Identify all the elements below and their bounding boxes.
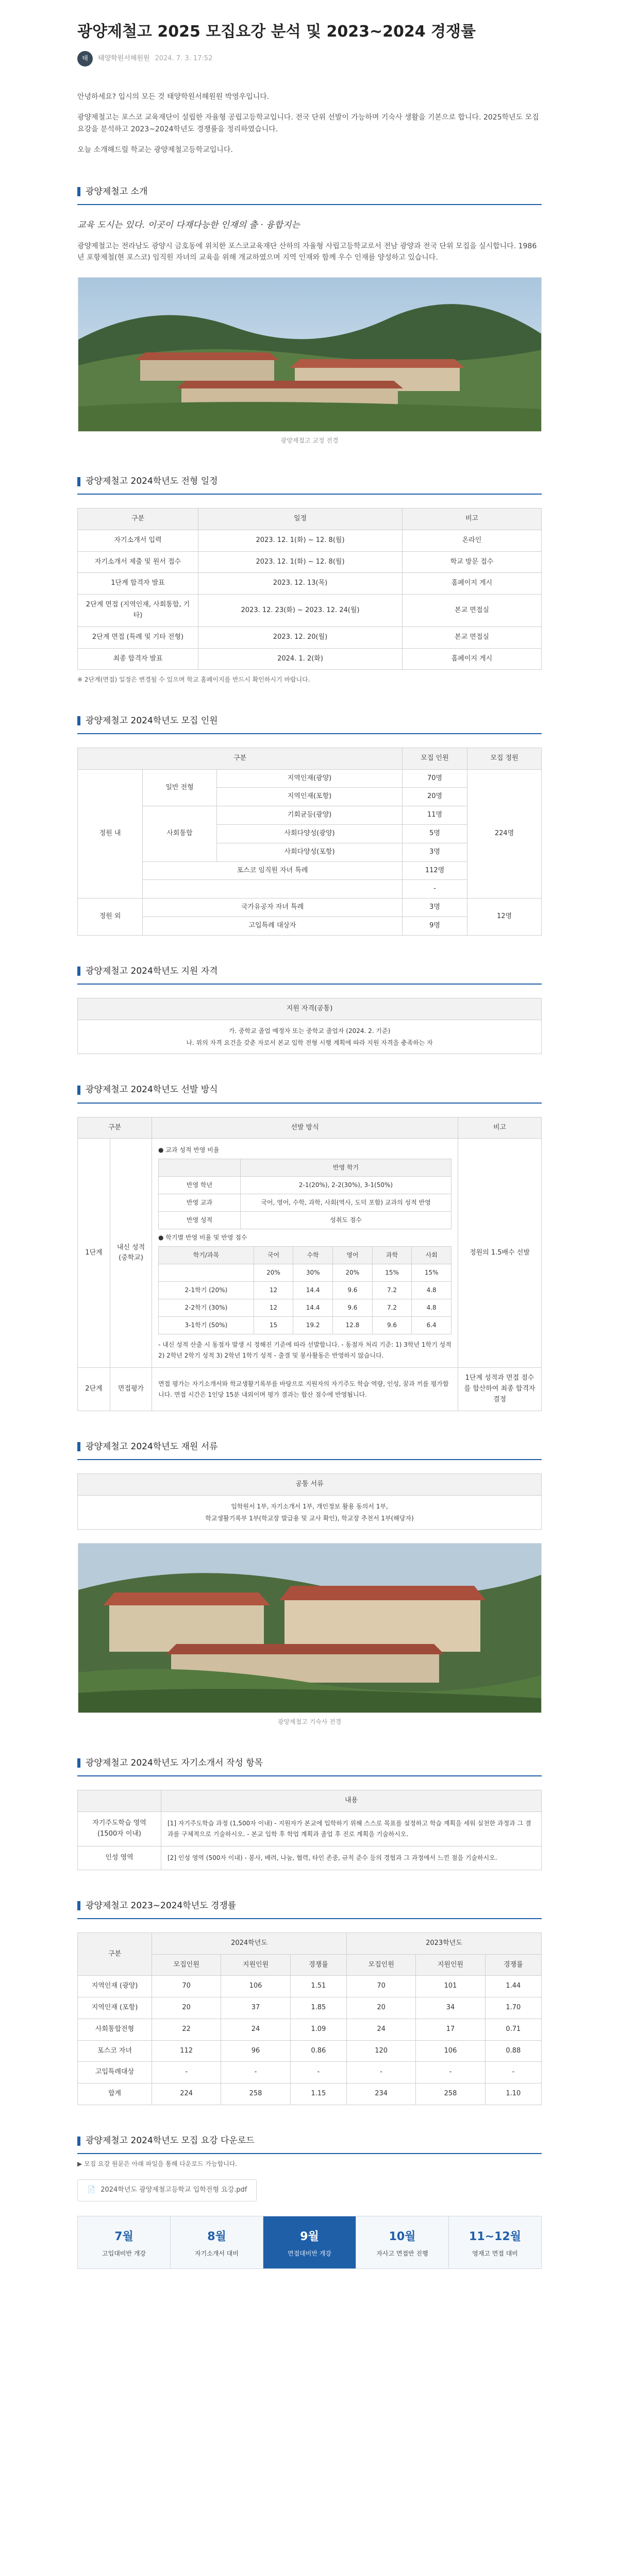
table-cell: - [346, 2062, 415, 2083]
calendar-text: 자기소개서 대비 [195, 2250, 239, 2258]
section-bar [77, 1901, 80, 1910]
table-header: 모집인원 [346, 1954, 415, 1976]
table-header: 구분 [78, 509, 198, 530]
table-cell: 사회통합전형 [78, 2019, 152, 2040]
table-cell: 사회다양성(광양) [217, 825, 403, 843]
table-cell: 7.2 [372, 1299, 412, 1317]
table-row [78, 1495, 542, 1530]
table-header: 경쟁률 [485, 1954, 541, 1976]
table-cell: 0.86 [290, 2040, 346, 2062]
table-cell: 2-1(20%), 2-2(30%), 3-1(50%) [241, 1177, 451, 1194]
section-title: 광양제철고 소개 [86, 186, 148, 197]
table-cell: 지역인재 (포항) [78, 1997, 152, 2019]
section-bar [77, 2137, 80, 2146]
table-cell: 지역인재 (광양) [78, 1976, 152, 1997]
table-cell: 24 [221, 2019, 290, 2040]
table-cell: 20 [152, 1997, 221, 2019]
table-cell: 9.6 [333, 1299, 373, 1317]
table-cell: 9.6 [333, 1282, 373, 1299]
eligibility-table [77, 998, 542, 1054]
table-row [78, 2083, 542, 2105]
table-cell [159, 1264, 254, 1282]
competition-table [77, 1933, 542, 2105]
table-header: 반영 학기 [241, 1159, 451, 1177]
table-cell: 본교 면접실 [403, 626, 542, 648]
post-date: 2024. 7. 3. 17:52 [155, 54, 213, 62]
table-cell: 96 [221, 2040, 290, 2062]
table-cell: 자기소개서 입력 [78, 530, 198, 551]
table-header: 공통 서류 [78, 1473, 542, 1495]
table-cell: 20명 [403, 788, 467, 806]
document-line: 입학원서 1부, 자기소개서 1부, 개인정보 활용 동의서 1부, [231, 1502, 388, 1510]
table-cell: 20% [254, 1264, 293, 1282]
table-header: 경쟁률 [290, 1954, 346, 1976]
table-cell: 2024. 1. 2(화) [198, 648, 403, 670]
table-header: 지원 자격(공통) [78, 998, 542, 1020]
table-header: 국어 [254, 1247, 293, 1264]
table-cell: 20% [333, 1264, 373, 1282]
table-cell: 2023. 12. 20(월) [198, 626, 403, 648]
table-cell: 지역인재(광양) [217, 769, 403, 788]
section-bar [77, 716, 80, 725]
table-row [159, 1282, 451, 1299]
table-cell: - [290, 2062, 346, 2083]
table-cell: 홈페이지 게시 [403, 648, 542, 670]
section-heading [77, 1440, 542, 1460]
grade-title: ● 학기별 반영 비율 및 반영 점수 [158, 1234, 247, 1242]
section-title: 광양제철고 2024학년도 모집 요강 다운로드 [86, 2136, 255, 2146]
section-heading [77, 1756, 542, 1776]
section-bar [77, 967, 80, 976]
table-cell: 12 [254, 1282, 293, 1299]
table-cell: - [152, 2062, 221, 2083]
section-heading [77, 2134, 542, 2154]
intro-paragraph: 광양제철고는 포스코 교육재단이 설립한 자율형 공립고등학교입니다. 전국 단위 선발이 가능하며 기숙사 생활을 기본으로 합니다. 2025학년도 모집요강을 분석하고 2023~2024학년도 경쟁률을 정리하였습니다. [77, 113, 539, 133]
table-cell: 9.6 [372, 1317, 412, 1334]
table-cell: 24 [346, 2019, 415, 2040]
table-header: 과학 [372, 1247, 412, 1264]
table-cell: 234 [346, 2083, 415, 2105]
about-subhead: 교육 도시는 있다. 이곳이 다재다능한 인재의 출 · 융합지는 [77, 219, 300, 230]
table-cell: 반영 학년 [159, 1177, 241, 1194]
section-title: 광양제철고 2024학년도 자기소개서 작성 항목 [86, 1757, 263, 1768]
section-bar [77, 1758, 80, 1768]
table-cell: 정원 외 [78, 899, 143, 936]
table-row [78, 551, 542, 573]
table-cell: 4.8 [412, 1299, 451, 1317]
table-row [78, 2019, 542, 2040]
schedule-note: ※ 2단계(면접) 일정은 변경될 수 있으며 학교 홈페이지를 반드시 확인하시기 바랍니다. [77, 676, 310, 684]
table-cell: 포스코 임직원 자녀 특례 [143, 861, 403, 880]
intro-text [77, 91, 542, 156]
table-cell: 최종 합격자 발표 [78, 648, 198, 670]
section-bar [77, 187, 80, 196]
selection-detail: - 내신 성적 산출 시 동점자 발생 시 정해진 기준에 따라 선발합니다. - 동점자 처리 기준: 1) 3학년 1학기 성적 2) 2학년 2학기 성적 3) 2학년 1학기 성적 - 출결 및 봉사활동은 반영하지 않습니다. [158, 1341, 451, 1360]
calendar-month: 7월 [114, 2230, 133, 2244]
eligibility-line: 나. 위의 자격 요건을 갖춘 자로서 본교 입학 전형 시행 계획에 따라 지원 자격을 충족하는 자 [186, 1039, 433, 1046]
table-row [78, 2062, 542, 2083]
table-cell: 기회균등(광양) [217, 806, 403, 825]
table-row [78, 1139, 542, 1368]
calendar-text: 면접대비반 개강 [288, 2250, 331, 2258]
section-heading [77, 185, 542, 205]
table-cell: 112 [152, 2040, 221, 2062]
table-cell: 2단계 면접 (지역인재, 사회통합, 기타) [78, 595, 198, 627]
table-cell: 7.2 [372, 1282, 412, 1299]
table-cell: 70명 [403, 769, 467, 788]
table-cell: 고입특례 대상자 [143, 917, 403, 936]
essay-table [77, 1790, 542, 1870]
table-cell: 15% [372, 1264, 412, 1282]
post-meta [77, 51, 542, 66]
table-row [78, 899, 542, 917]
table-cell: 사회통합 [143, 806, 217, 861]
download-note: ▶ 모집 요강 원문은 아래 파일을 통해 다운로드 가능합니다. [77, 2160, 238, 2168]
table-cell: 70 [346, 1976, 415, 1997]
table-cell: 3명 [403, 843, 467, 861]
table-cell: 15% [412, 1264, 451, 1282]
table-cell: 1.70 [485, 1997, 541, 2019]
dormitory-photo[interactable] [78, 1543, 542, 1713]
file-icon: 📄 [87, 2186, 96, 2194]
calendar-item[interactable] [356, 2216, 449, 2268]
table-row [78, 1976, 542, 1997]
table-cell: 면접평가 [110, 1368, 152, 1411]
table-row [78, 1020, 542, 1054]
table-cell: 합계 [78, 2083, 152, 2105]
table-cell: 120 [346, 2040, 415, 2062]
table-cell: 12.8 [333, 1317, 373, 1334]
table-header: 학기/과목 [159, 1247, 254, 1264]
section-bar [77, 1442, 80, 1451]
eligibility-line: 가. 중학교 졸업 예정자 또는 중학교 졸업자 (2024. 2. 기준) [228, 1027, 391, 1035]
campus-photo[interactable] [78, 277, 542, 432]
table-cell: 12명 [467, 899, 542, 936]
section-heading [77, 474, 542, 495]
table-row [78, 595, 542, 627]
intro-paragraph: 오늘 소개해드릴 학교는 광양제철고등학교입니다. [77, 146, 233, 155]
table-cell: 224명 [467, 769, 542, 899]
calendar-item[interactable] [263, 2216, 356, 2268]
reflect-table [158, 1159, 451, 1229]
table-row [78, 1846, 542, 1870]
section-bar [77, 477, 80, 486]
table-cell: 5명 [403, 825, 467, 843]
table-cell: 15 [254, 1317, 293, 1334]
table-cell: 학교 방문 접수 [403, 551, 542, 573]
avatar[interactable]: 태 [77, 51, 93, 66]
file-name: 2024학년도 광양제철고등학교 입학전형 요강.pdf [101, 2186, 247, 2194]
table-cell: 11명 [403, 806, 467, 825]
table-cell [152, 1139, 458, 1368]
table-header: 지원인원 [416, 1954, 485, 1976]
table-cell: 6.4 [412, 1317, 451, 1334]
table-header: 일정 [198, 509, 403, 530]
table-row [159, 1194, 451, 1212]
file-download-link[interactable] [77, 2179, 257, 2201]
table-header: 구분 [78, 1117, 152, 1139]
calendar-month: 11~12월 [469, 2230, 521, 2244]
section-title: 광양제철고 2023~2024학년도 경쟁률 [86, 1900, 237, 1911]
calendar-item[interactable] [449, 2216, 541, 2268]
table-header: 2023학년도 [346, 1933, 541, 1954]
table-cell: 34 [416, 1997, 485, 2019]
dormitory-photo-image [78, 1544, 542, 1713]
table-cell: 성취도 점수 [241, 1212, 451, 1229]
section-title: 광양제철고 2024학년도 재원 서류 [86, 1441, 218, 1452]
table-cell: 자기주도학습 영역 (1500자 이내) [78, 1811, 161, 1846]
table-cell: 9명 [403, 917, 467, 936]
table-cell: 12 [254, 1299, 293, 1317]
table-cell: 258 [221, 2083, 290, 2105]
table-cell: 1.09 [290, 2019, 346, 2040]
table-cell: 3-1학기 (50%) [159, 1317, 254, 1334]
table-cell: 2023. 12. 1(화) ~ 12. 8(월) [198, 530, 403, 551]
table-cell: 1.44 [485, 1976, 541, 1997]
table-row [78, 2040, 542, 2062]
quota-table [77, 748, 542, 936]
table-cell: 112명 [403, 861, 467, 880]
table-cell: 70 [152, 1976, 221, 1997]
schedule-table [77, 508, 542, 670]
table-row [78, 769, 542, 788]
table-header: 모집 정원 [467, 748, 542, 769]
table-cell: 본교 면접실 [403, 595, 542, 627]
table-cell: 1단계 합격자 발표 [78, 573, 198, 595]
table-header: 영어 [333, 1247, 373, 1264]
section-heading [77, 714, 542, 734]
table-row [78, 1368, 542, 1411]
table-header: 선발 방식 [152, 1117, 458, 1139]
table-header: 지원인원 [221, 1954, 290, 1976]
document-line: 학교생활기록부 1부(학교장 발급용 및 교사 확인), 학교장 추천서 1부(해당자) [205, 1514, 414, 1522]
table-cell: 1.15 [290, 2083, 346, 2105]
table-cell: 포스코 자녀 [78, 2040, 152, 2062]
table-cell: 반영 성적 [159, 1212, 241, 1229]
table-header: 모집 인원 [403, 748, 467, 769]
grade-table [158, 1246, 451, 1334]
table-cell: 20 [346, 1997, 415, 2019]
table-header: 모집인원 [152, 1954, 221, 1976]
table-cell: 2단계 면접 (특례 및 기타 전형) [78, 626, 198, 648]
section-title: 광양제철고 2024학년도 지원 자격 [86, 965, 218, 976]
table-row [78, 648, 542, 670]
table-cell: 30% [293, 1264, 333, 1282]
section-heading [77, 1899, 542, 1919]
table-cell: 1.85 [290, 1997, 346, 2019]
table-header: 내용 [161, 1790, 542, 1811]
table-cell: - [221, 2062, 290, 2083]
table-cell: 고입특례대상 [78, 2062, 152, 2083]
reflect-title: ● 교과 성적 반영 비율 [158, 1146, 220, 1154]
calendar-text: 자사고 면접반 진행 [376, 2250, 428, 2258]
table-cell: 1단계 [78, 1139, 110, 1368]
calendar-month: 10월 [389, 2230, 416, 2244]
table-cell: 0.71 [485, 2019, 541, 2040]
table-cell: 2023. 12. 1(화) ~ 12. 8(월) [198, 551, 403, 573]
table-cell: 19.2 [293, 1317, 333, 1334]
documents-table [77, 1473, 542, 1530]
calendar-item[interactable] [171, 2216, 263, 2268]
table-header: 구분 [78, 1933, 152, 1976]
table-row [159, 1177, 451, 1194]
section-title: 광양제철고 2024학년도 전형 일정 [86, 476, 218, 486]
table-cell: 37 [221, 1997, 290, 2019]
table-cell: 정원의 1.5배수 선발 [458, 1139, 542, 1368]
table-cell: 101 [416, 1976, 485, 1997]
calendar-month: 8월 [207, 2230, 226, 2244]
table-cell: [1] 자기주도학습 과정 (1,500자 이내) - 지원자가 본교에 입학하기 위해 스스로 목표를 설정하고 학습 계획을 세워 실천한 과정과 그 결과를 구체적으로 기술하시오. - 본교 입학 후 학업 계획과 졸업 후 진로 계획을 기술하시오. [161, 1811, 542, 1846]
calendar-text: 영재고 면접 대비 [472, 2250, 518, 2258]
table-cell: 2023. 12. 13(목) [198, 573, 403, 595]
table-cell: 2023. 12. 23(화) ~ 2023. 12. 24(월) [198, 595, 403, 627]
about-body: 광양제철고는 전라남도 광양시 금호동에 위치한 포스코교육재단 산하의 자율형 사립고등학교로서 전남 광양과 전국 단위 모집을 실시합니다. 1986년 포항제철(현 포스코) 임직원 자녀의 교육을 위해 개교하였으며 지역 인재와 함께 우수 인재를 양성하고 있습니다. [77, 242, 537, 262]
table-cell: 1.51 [290, 1976, 346, 1997]
table-cell: 4.8 [412, 1282, 451, 1299]
table-row [78, 626, 542, 648]
table-cell: 1단계 성적과 면접 점수를 합산하여 최종 합격자 결정 [458, 1368, 542, 1411]
section-title: 광양제철고 2024학년도 모집 인원 [86, 715, 218, 726]
table-cell: 내신 성적 (중학교) [110, 1139, 152, 1368]
table-cell: 17 [416, 2019, 485, 2040]
author-name[interactable]: 태양학원서해원원 [98, 54, 150, 62]
table-header: 수학 [293, 1247, 333, 1264]
table-cell: - [485, 2062, 541, 2083]
table-cell: [2] 인성 영역 (500자 이내) - 봉사, 배려, 나눔, 협력, 타인 존중, 규칙 준수 등의 경험과 그 과정에서 느낀 점을 기술하시오. [161, 1846, 542, 1870]
table-cell: 0.88 [485, 2040, 541, 2062]
section-heading [77, 964, 542, 985]
calendar-month: 9월 [300, 2230, 319, 2244]
photo-caption: 광양제철고 교정 전경 [280, 436, 339, 444]
photo-caption: 광양제철고 기숙사 전경 [277, 1718, 342, 1726]
program-calendar [77, 2216, 542, 2268]
table-cell: - [416, 2062, 485, 2083]
post-title: 광양제철고 2025 모집요강 분석 및 2023~2024 경쟁률 [77, 23, 476, 41]
table-cell: 2-2학기 (30%) [159, 1299, 254, 1317]
table-header: 비고 [403, 509, 542, 530]
table-cell: 224 [152, 2083, 221, 2105]
table-cell: 2-1학기 (20%) [159, 1282, 254, 1299]
table-cell: 인성 영역 [78, 1846, 161, 1870]
calendar-text: 고입대비반 개강 [102, 2250, 146, 2258]
campus-photo-image [78, 278, 542, 432]
selection-table [77, 1117, 542, 1411]
table-cell: 14.4 [293, 1282, 333, 1299]
table-header: 사회 [412, 1247, 451, 1264]
table-cell: 사회다양성(포항) [217, 843, 403, 861]
table-cell: - [403, 880, 467, 899]
section-bar [77, 1086, 80, 1095]
table-cell: 1.10 [485, 2083, 541, 2105]
table-cell: 일반 전형 [143, 769, 217, 806]
table-header [159, 1159, 241, 1177]
table-cell: 258 [416, 2083, 485, 2105]
table-cell: 106 [416, 2040, 485, 2062]
table-cell: 2단계 [78, 1368, 110, 1411]
table-row [78, 573, 542, 595]
calendar-item[interactable] [78, 2216, 171, 2268]
table-cell: 국가유공자 자녀 특례 [143, 899, 403, 917]
table-cell: 3명 [403, 899, 467, 917]
table-cell: 정원 내 [78, 769, 143, 899]
section-title: 광양제철고 2024학년도 선발 방식 [86, 1084, 218, 1095]
table-row [159, 1299, 451, 1317]
table-cell: 22 [152, 2019, 221, 2040]
table-row [78, 1811, 542, 1846]
intro-paragraph: 안녕하세요? 입시의 모든 것 태양학원서해원원 박영우입니다. [77, 93, 270, 101]
table-cell: 국어, 영어, 수학, 과학, 사회(역사, 도덕 포함) 교과의 성적 반영 [241, 1194, 451, 1212]
table-header: 비고 [458, 1117, 542, 1139]
table-row [78, 1997, 542, 2019]
table-cell: 온라인 [403, 530, 542, 551]
table-cell: 면접 평가는 자기소개서와 학교생활기록부를 바탕으로 지원자의 자기주도 학습 역량, 인성, 꿈과 끼를 평가합니다. 면접 시간은 1인당 15분 내외이며 평가 결과는 합산 점수에 반영됩니다. [152, 1368, 458, 1411]
table-cell: 자기소개서 제출 및 원서 접수 [78, 551, 198, 573]
table-row [159, 1317, 451, 1334]
table-row [159, 1212, 451, 1229]
table-cell: 반영 교과 [159, 1194, 241, 1212]
table-cell [143, 880, 403, 899]
table-cell: 홈페이지 게시 [403, 573, 542, 595]
table-cell: 14.4 [293, 1299, 333, 1317]
table-cell: 지역인재(포항) [217, 788, 403, 806]
section-heading [77, 1083, 542, 1103]
table-header: 구분 [78, 748, 403, 769]
table-header: 2024학년도 [152, 1933, 347, 1954]
table-row [159, 1264, 451, 1282]
table-row [78, 530, 542, 551]
table-cell: 106 [221, 1976, 290, 1997]
